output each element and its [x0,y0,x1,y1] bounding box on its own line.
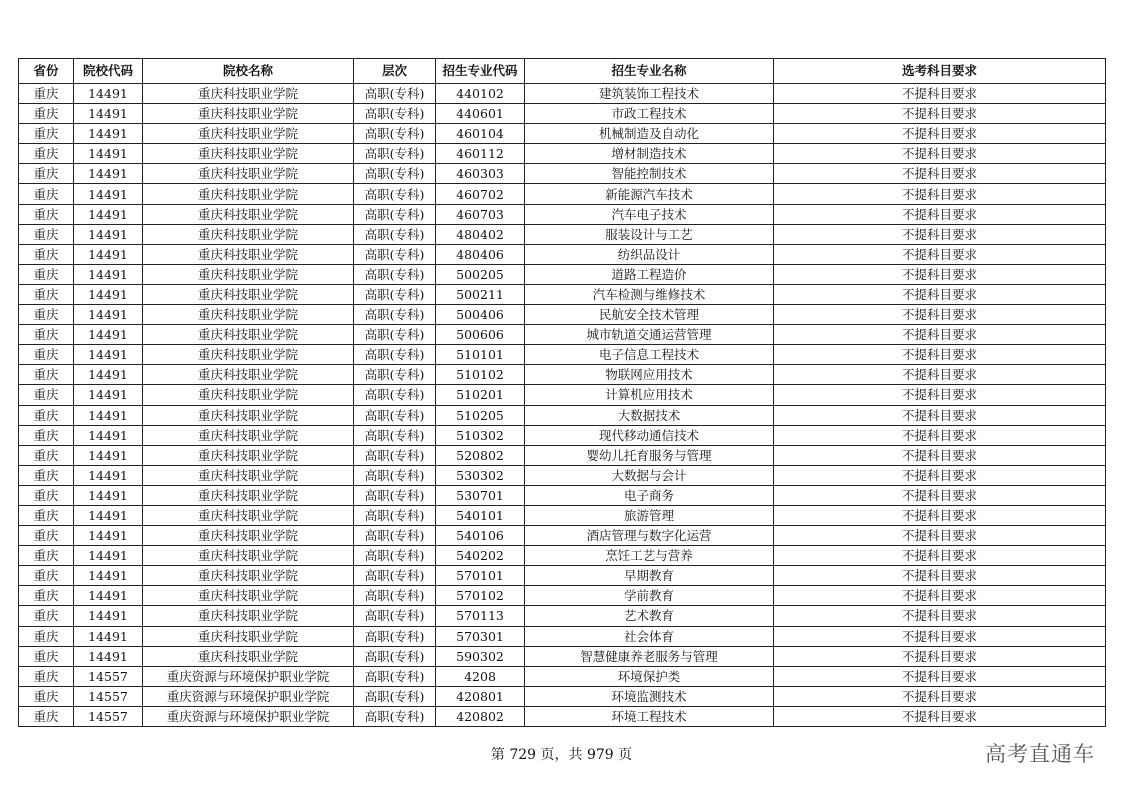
cell-subject-requirement: 不提科目要求 [774,706,1106,726]
cell-subject-requirement: 不提科目要求 [774,546,1106,566]
cell-school-code: 14491 [74,84,143,104]
table-row [19,144,1106,164]
table-row [19,505,1106,525]
table-row [19,365,1106,385]
cell-major-code: 590302 [436,646,525,666]
cell-major-code: 500205 [436,264,525,284]
table-row [19,345,1106,365]
cell-major-code: 420801 [436,686,525,706]
cell-school-name: 重庆科技职业学院 [143,84,354,104]
cell-major-name: 艺术教育 [525,606,774,626]
cell-school-code: 14491 [74,124,143,144]
cell-major-name: 纺织品设计 [525,244,774,264]
cell-major-name: 电子商务 [525,485,774,505]
cell-province: 重庆 [19,305,74,325]
cell-province: 重庆 [19,526,74,546]
cell-school-code: 14491 [74,445,143,465]
cell-province: 重庆 [19,646,74,666]
cell-level: 高职(专科) [354,485,436,505]
cell-subject-requirement: 不提科目要求 [774,224,1106,244]
cell-level: 高职(专科) [354,686,436,706]
table-row [19,325,1106,345]
cell-major-code: 510302 [436,425,525,445]
cell-province: 重庆 [19,124,74,144]
cell-major-name: 大数据与会计 [525,465,774,485]
cell-major-name: 烹饪工艺与营养 [525,546,774,566]
cell-major-code: 460303 [436,164,525,184]
cell-school-code: 14491 [74,284,143,304]
cell-subject-requirement: 不提科目要求 [774,104,1106,124]
table-row [19,104,1106,124]
header-level: 层次 [354,59,436,84]
cell-level: 高职(专科) [354,305,436,325]
cell-subject-requirement: 不提科目要求 [774,244,1106,264]
cell-major-code: 480402 [436,224,525,244]
cell-school-code: 14491 [74,485,143,505]
cell-level: 高职(专科) [354,445,436,465]
cell-school-name: 重庆科技职业学院 [143,284,354,304]
cell-subject-requirement: 不提科目要求 [774,505,1106,525]
cell-subject-requirement: 不提科目要求 [774,264,1106,284]
cell-subject-requirement: 不提科目要求 [774,445,1106,465]
cell-school-code: 14491 [74,164,143,184]
cell-school-code: 14491 [74,204,143,224]
cell-major-code: 570301 [436,626,525,646]
cell-school-name: 重庆科技职业学院 [143,566,354,586]
cell-school-code: 14491 [74,365,143,385]
cell-major-code: 570113 [436,606,525,626]
cell-subject-requirement: 不提科目要求 [774,566,1106,586]
cell-school-name: 重庆科技职业学院 [143,626,354,646]
table-row [19,606,1106,626]
table-row [19,385,1106,405]
cell-subject-requirement: 不提科目要求 [774,124,1106,144]
cell-major-name: 汽车电子技术 [525,204,774,224]
cell-province: 重庆 [19,84,74,104]
cell-level: 高职(专科) [354,646,436,666]
header-school-name: 院校名称 [143,59,354,84]
cell-province: 重庆 [19,224,74,244]
cell-school-code: 14491 [74,385,143,405]
cell-level: 高职(专科) [354,124,436,144]
table-row [19,546,1106,566]
cell-province: 重庆 [19,586,74,606]
cell-major-code: 440102 [436,84,525,104]
cell-level: 高职(专科) [354,184,436,204]
cell-major-code: 570101 [436,566,525,586]
cell-subject-requirement: 不提科目要求 [774,586,1106,606]
cell-school-code: 14491 [74,345,143,365]
cell-school-code: 14491 [74,264,143,284]
cell-subject-requirement: 不提科目要求 [774,465,1106,485]
cell-province: 重庆 [19,706,74,726]
cell-level: 高职(专科) [354,144,436,164]
cell-province: 重庆 [19,606,74,626]
cell-major-code: 480406 [436,244,525,264]
cell-province: 重庆 [19,325,74,345]
cell-province: 重庆 [19,284,74,304]
cell-major-name: 道路工程造价 [525,264,774,284]
cell-subject-requirement: 不提科目要求 [774,425,1106,445]
cell-school-name: 重庆科技职业学院 [143,144,354,164]
cell-school-code: 14491 [74,425,143,445]
cell-province: 重庆 [19,385,74,405]
cell-school-code: 14491 [74,405,143,425]
table-row [19,84,1106,104]
cell-major-code: 460703 [436,204,525,224]
cell-province: 重庆 [19,184,74,204]
cell-level: 高职(专科) [354,546,436,566]
cell-level: 高职(专科) [354,526,436,546]
cell-major-name: 城市轨道交通运营管理 [525,325,774,345]
cell-school-code: 14491 [74,104,143,124]
cell-school-code: 14491 [74,646,143,666]
cell-level: 高职(专科) [354,405,436,425]
cell-major-code: 510101 [436,345,525,365]
cell-subject-requirement: 不提科目要求 [774,626,1106,646]
cell-school-code: 14491 [74,546,143,566]
cell-level: 高职(专科) [354,606,436,626]
cell-school-name: 重庆科技职业学院 [143,546,354,566]
cell-school-code: 14491 [74,465,143,485]
cell-school-name: 重庆资源与环境保护职业学院 [143,706,354,726]
cell-level: 高职(专科) [354,586,436,606]
cell-major-name: 环境监测技术 [525,686,774,706]
cell-subject-requirement: 不提科目要求 [774,385,1106,405]
cell-major-name: 市政工程技术 [525,104,774,124]
cell-school-name: 重庆科技职业学院 [143,365,354,385]
cell-school-name: 重庆资源与环境保护职业学院 [143,686,354,706]
table-row [19,244,1106,264]
cell-province: 重庆 [19,666,74,686]
header-subject-requirement: 选考科目要求 [774,59,1106,84]
table-row [19,305,1106,325]
cell-province: 重庆 [19,425,74,445]
header-school-code: 院校代码 [74,59,143,84]
cell-level: 高职(专科) [354,325,436,345]
cell-school-name: 重庆科技职业学院 [143,305,354,325]
cell-province: 重庆 [19,345,74,365]
cell-major-name: 学前教育 [525,586,774,606]
cell-school-code: 14557 [74,666,143,686]
cell-subject-requirement: 不提科目要求 [774,666,1106,686]
header-major-name: 招生专业名称 [525,59,774,84]
cell-subject-requirement: 不提科目要求 [774,405,1106,425]
cell-province: 重庆 [19,686,74,706]
cell-level: 高职(专科) [354,104,436,124]
cell-school-name: 重庆科技职业学院 [143,325,354,345]
cell-major-code: 540101 [436,505,525,525]
cell-major-code: 440601 [436,104,525,124]
cell-school-code: 14491 [74,184,143,204]
cell-school-name: 重庆科技职业学院 [143,164,354,184]
table-row [19,646,1106,666]
table-row [19,686,1106,706]
cell-major-name: 酒店管理与数字化运营 [525,526,774,546]
table-row [19,526,1106,546]
watermark-logo: 高考直通车 [985,742,1095,766]
cell-level: 高职(专科) [354,84,436,104]
cell-school-name: 重庆科技职业学院 [143,204,354,224]
cell-school-name: 重庆科技职业学院 [143,244,354,264]
table-row [19,666,1106,686]
cell-major-code: 540106 [436,526,525,546]
cell-level: 高职(专科) [354,284,436,304]
cell-major-name: 建筑装饰工程技术 [525,84,774,104]
cell-major-code: 510102 [436,365,525,385]
table-row [19,204,1106,224]
table-row [19,485,1106,505]
cell-major-code: 460702 [436,184,525,204]
table-row [19,164,1106,184]
cell-level: 高职(专科) [354,706,436,726]
cell-school-name: 重庆科技职业学院 [143,124,354,144]
cell-level: 高职(专科) [354,264,436,284]
cell-province: 重庆 [19,546,74,566]
table-row [19,124,1106,144]
table-row [19,566,1106,586]
cell-level: 高职(专科) [354,566,436,586]
table-row [19,425,1106,445]
cell-major-name: 服装设计与工艺 [525,224,774,244]
cell-major-code: 4208 [436,666,525,686]
cell-school-name: 重庆科技职业学院 [143,264,354,284]
cell-level: 高职(专科) [354,425,436,445]
cell-province: 重庆 [19,144,74,164]
cell-school-name: 重庆科技职业学院 [143,505,354,525]
cell-province: 重庆 [19,164,74,184]
cell-major-code: 510205 [436,405,525,425]
cell-major-name: 机械制造及自动化 [525,124,774,144]
cell-school-name: 重庆科技职业学院 [143,184,354,204]
cell-level: 高职(专科) [354,164,436,184]
cell-major-code: 500406 [436,305,525,325]
cell-major-name: 汽车检测与维修技术 [525,284,774,304]
table-row [19,445,1106,465]
cell-province: 重庆 [19,264,74,284]
cell-province: 重庆 [19,365,74,385]
cell-school-code: 14491 [74,566,143,586]
cell-level: 高职(专科) [354,626,436,646]
cell-province: 重庆 [19,465,74,485]
cell-school-code: 14491 [74,586,143,606]
cell-level: 高职(专科) [354,465,436,485]
cell-school-name: 重庆资源与环境保护职业学院 [143,666,354,686]
cell-subject-requirement: 不提科目要求 [774,305,1106,325]
cell-subject-requirement: 不提科目要求 [774,144,1106,164]
cell-subject-requirement: 不提科目要求 [774,526,1106,546]
cell-level: 高职(专科) [354,224,436,244]
cell-school-code: 14491 [74,144,143,164]
cell-major-code: 500211 [436,284,525,304]
cell-level: 高职(专科) [354,666,436,686]
cell-school-code: 14491 [74,626,143,646]
cell-school-name: 重庆科技职业学院 [143,345,354,365]
cell-school-name: 重庆科技职业学院 [143,465,354,485]
cell-major-name: 电子信息工程技术 [525,345,774,365]
cell-province: 重庆 [19,405,74,425]
table-row [19,264,1106,284]
table-row [19,405,1106,425]
cell-major-name: 环境保护类 [525,666,774,686]
cell-major-code: 460104 [436,124,525,144]
cell-school-name: 重庆科技职业学院 [143,646,354,666]
cell-major-name: 社会体育 [525,626,774,646]
cell-subject-requirement: 不提科目要求 [774,325,1106,345]
cell-province: 重庆 [19,445,74,465]
cell-major-code: 500606 [436,325,525,345]
cell-province: 重庆 [19,626,74,646]
cell-major-name: 增材制造技术 [525,144,774,164]
cell-major-name: 智能控制技术 [525,164,774,184]
cell-school-name: 重庆科技职业学院 [143,104,354,124]
cell-province: 重庆 [19,485,74,505]
cell-major-name: 环境工程技术 [525,706,774,726]
table-row [19,284,1106,304]
cell-school-name: 重庆科技职业学院 [143,224,354,244]
cell-major-code: 510201 [436,385,525,405]
cell-major-code: 520802 [436,445,525,465]
cell-school-code: 14491 [74,244,143,264]
cell-school-name: 重庆科技职业学院 [143,485,354,505]
table-row [19,586,1106,606]
cell-subject-requirement: 不提科目要求 [774,646,1106,666]
cell-major-name: 早期教育 [525,566,774,586]
cell-school-code: 14491 [74,505,143,525]
table-row [19,706,1106,726]
cell-major-code: 540202 [436,546,525,566]
cell-subject-requirement: 不提科目要求 [774,184,1106,204]
cell-major-code: 420802 [436,706,525,726]
cell-major-name: 旅游管理 [525,505,774,525]
table-row [19,184,1106,204]
header-major-code: 招生专业代码 [436,59,525,84]
cell-school-name: 重庆科技职业学院 [143,425,354,445]
cell-subject-requirement: 不提科目要求 [774,84,1106,104]
cell-major-name: 物联网应用技术 [525,365,774,385]
cell-school-name: 重庆科技职业学院 [143,606,354,626]
cell-school-name: 重庆科技职业学院 [143,526,354,546]
cell-subject-requirement: 不提科目要求 [774,365,1106,385]
cell-province: 重庆 [19,104,74,124]
admissions-table [18,58,1106,727]
table-row [19,465,1106,485]
cell-major-name: 婴幼儿托育服务与管理 [525,445,774,465]
cell-major-code: 570102 [436,586,525,606]
cell-level: 高职(专科) [354,365,436,385]
page-number: 第 729 页，共 979 页 [490,747,633,763]
cell-subject-requirement: 不提科目要求 [774,606,1106,626]
cell-subject-requirement: 不提科目要求 [774,345,1106,365]
cell-major-name: 现代移动通信技术 [525,425,774,445]
cell-school-name: 重庆科技职业学院 [143,586,354,606]
cell-level: 高职(专科) [354,505,436,525]
cell-province: 重庆 [19,505,74,525]
cell-school-name: 重庆科技职业学院 [143,445,354,465]
cell-subject-requirement: 不提科目要求 [774,164,1106,184]
cell-subject-requirement: 不提科目要求 [774,204,1106,224]
cell-subject-requirement: 不提科目要求 [774,485,1106,505]
cell-province: 重庆 [19,244,74,264]
table-header-row [19,59,1106,84]
cell-level: 高职(专科) [354,244,436,264]
cell-major-code: 460112 [436,144,525,164]
cell-major-name: 民航安全技术管理 [525,305,774,325]
table-row [19,626,1106,646]
cell-major-name: 大数据技术 [525,405,774,425]
cell-major-name: 新能源汽车技术 [525,184,774,204]
cell-school-code: 14491 [74,606,143,626]
header-province: 省份 [19,59,74,84]
cell-major-name: 智慧健康养老服务与管理 [525,646,774,666]
cell-school-code: 14491 [74,526,143,546]
cell-major-name: 计算机应用技术 [525,385,774,405]
cell-school-name: 重庆科技职业学院 [143,385,354,405]
table-row [19,224,1106,244]
cell-school-code: 14491 [74,305,143,325]
cell-level: 高职(专科) [354,385,436,405]
cell-level: 高职(专科) [354,345,436,365]
cell-school-code: 14491 [74,224,143,244]
cell-subject-requirement: 不提科目要求 [774,686,1106,706]
cell-level: 高职(专科) [354,204,436,224]
cell-province: 重庆 [19,204,74,224]
cell-school-code: 14557 [74,686,143,706]
cell-school-code: 14557 [74,706,143,726]
cell-major-code: 530701 [436,485,525,505]
cell-province: 重庆 [19,566,74,586]
cell-school-code: 14491 [74,325,143,345]
cell-subject-requirement: 不提科目要求 [774,284,1106,304]
cell-major-code: 530302 [436,465,525,485]
cell-school-name: 重庆科技职业学院 [143,405,354,425]
